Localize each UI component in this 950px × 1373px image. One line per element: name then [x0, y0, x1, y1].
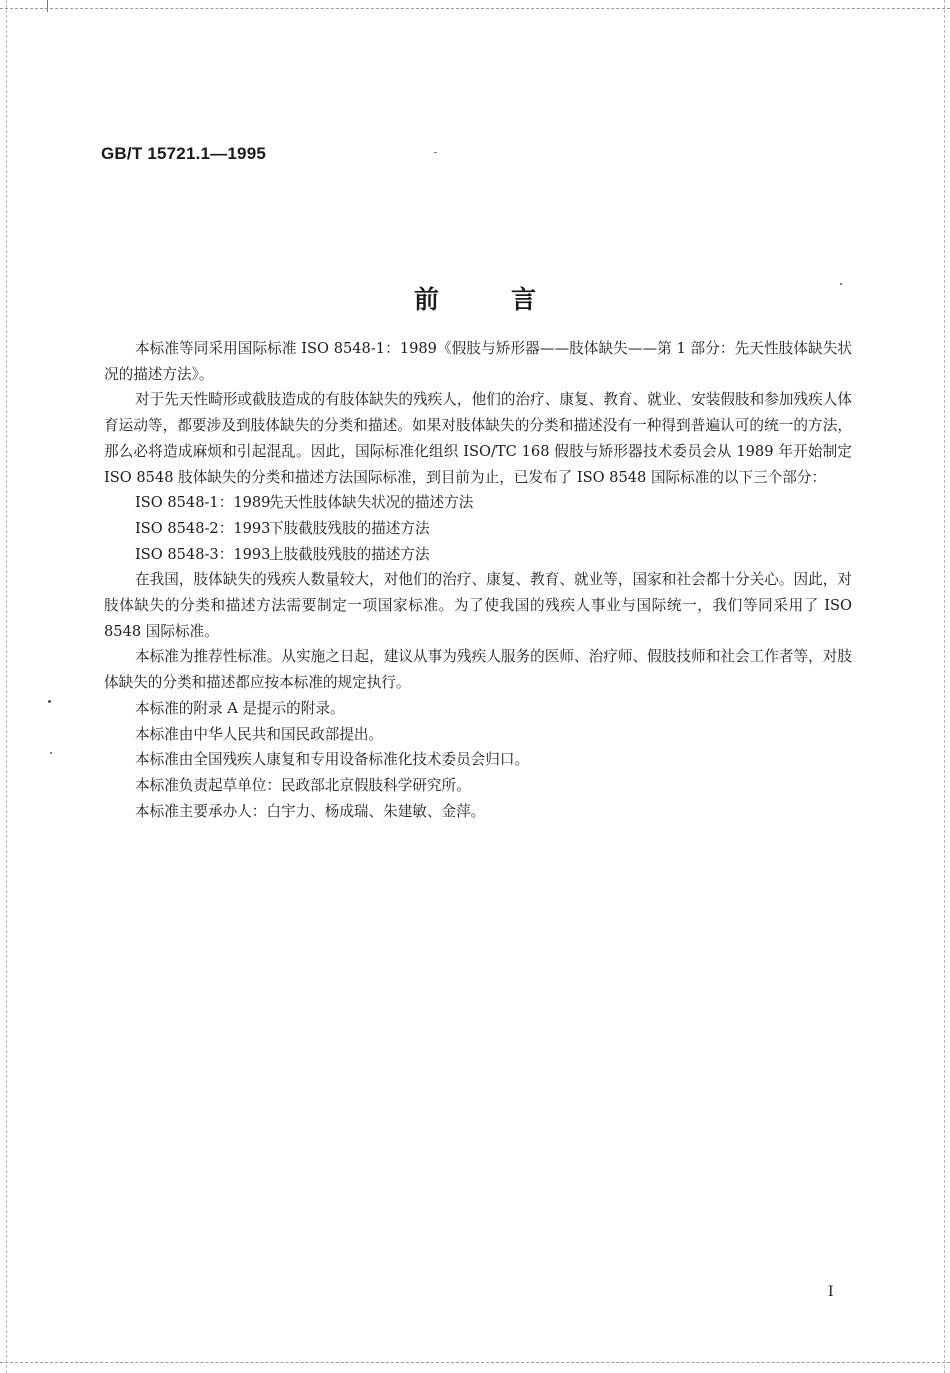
- standard-title: 上肢截肢残肢的描述方法: [269, 545, 430, 563]
- standard-item: [104, 490, 852, 516]
- scan-speck: [48, 700, 51, 703]
- scan-edge-top: [0, 8, 950, 9]
- standard-item: [104, 542, 852, 568]
- scan-tick-mark: [47, 0, 48, 12]
- standard-code: ISO 8548-2：1993: [135, 519, 271, 537]
- paragraph-recommendation: 本标准为推荐性标准。从实施之日起，建议从事为残疾人服务的医师、治疗师、假肢技师和社会工作者等，对肢体缺失的分类和描述都应按本标准的规定执行。: [104, 648, 852, 692]
- standard-title: 下肢截肢残肢的描述方法: [269, 519, 430, 537]
- paragraph-proposer: 本标准由中华人民共和国民政部提出。: [135, 725, 384, 743]
- scan-edge-right: [944, 0, 945, 1373]
- standard-title: 先天性肢体缺失状况的描述方法: [269, 494, 474, 512]
- paragraph-national: 在我国，肢体缺失的残疾人数量较大，对他们的治疗、康复、教育、就业等，国家和社会都十分关心。因此，对肢体缺失的分类和描述方法需要制定一项国家标准。为了使我国的残疾人事业与国际统一，我们等同采用了 ISO 8548 国际标准。: [104, 571, 852, 640]
- page-number: I: [828, 1284, 834, 1300]
- scan-speck: [434, 152, 437, 153]
- preface-body: [104, 336, 852, 824]
- standard-code: ISO 8548-3：1993: [135, 545, 271, 563]
- standard-item: [104, 516, 852, 542]
- paragraph-drafting-unit: 本标准负责起草单位：民政部北京假肢科学研究所。: [135, 776, 471, 794]
- paragraph-appendix: 本标准的附录 A 是提示的附录。: [135, 699, 345, 717]
- scan-edge-left: [6, 0, 7, 1373]
- paragraph-adoption: 本标准等同采用国际标准 ISO 8548-1：1989《假肢与矫形器——肢体缺失——第 1 部分：先天性肢体缺失状况的描述方法》。: [104, 340, 852, 383]
- scan-speck: [50, 752, 52, 754]
- document-code: GB/T 15721.1—1995: [101, 144, 266, 163]
- page-title: 前言: [413, 285, 608, 314]
- standard-code: ISO 8548-1：1989: [135, 494, 271, 512]
- paragraph-drafters: 本标准主要承办人：白宇力、杨成瑞、朱建敏、金萍。: [135, 802, 486, 820]
- paragraph-background: 对于先天性畸形或截肢造成的有肢体缺失的残疾人，他们的治疗、康复、教育、就业、安装假肢和参加残疾人体育运动等，都要涉及到肢体缺失的分类和描述。如果对肢体缺失的分类和描述没有一种得到普遍认可的统一的方法，那么必将造成麻烦和引起混乱。因此，国际标准化组织 ISO/TC 168 假肢与矫形器技术委员会从 1989 年开始制定 ISO 8548 肢体缺失的分类和描述方法国际标准，到目前为止，已发布了 ISO 8548 国际标准的以下三个部分：: [104, 391, 852, 486]
- scan-edge-bottom: [0, 1362, 950, 1363]
- paragraph-committee: 本标准由全国残疾人康复和专用设备标准化技术委员会归口。: [135, 751, 530, 769]
